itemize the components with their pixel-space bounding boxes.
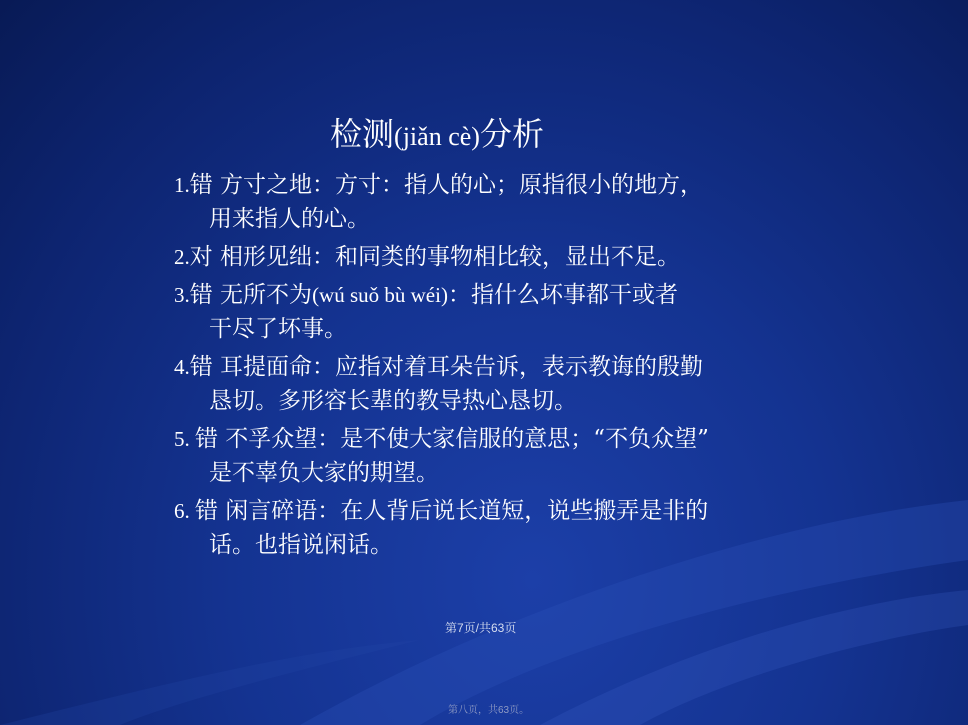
answer-item-3 [174, 278, 834, 346]
item-pinyin: (wú suǒ bù wéi) [312, 283, 448, 307]
answer-list [174, 168, 834, 562]
answer-item-2 [174, 240, 834, 274]
item-number: 4. [174, 355, 190, 379]
item-number: 2. [174, 245, 190, 269]
item-number: 5. [174, 427, 195, 451]
answer-line-continued: 干尽了坏事。 [209, 316, 347, 342]
footer-note: 第八页，共63页。 [448, 705, 530, 716]
title-suffix: 分析 [479, 115, 544, 153]
item-text: 对 相形见绌：和同类的事物相比较，显出不足。 [189, 244, 681, 270]
title-pinyin: (jiǎn cè) [394, 122, 480, 151]
item-text: 错 耳提面命：应指对着耳朵告诉，表示教诲的殷勤 [189, 354, 704, 380]
item-number: 1. [174, 173, 190, 197]
answer-line [174, 278, 834, 312]
answer-item-4 [174, 350, 834, 418]
answer-line-continued: 话。也指说闲话。 [209, 532, 393, 558]
page-indicator: 第7页/共63页 [445, 621, 517, 635]
item-text: 错 不孚众望：是不使大家信服的意思；“不负众望” [195, 426, 709, 452]
item-text: 错 无所不为 [189, 282, 313, 308]
answer-item-6 [174, 494, 834, 562]
item-number: 3. [174, 283, 190, 307]
title-prefix: 检测 [330, 115, 395, 153]
item-text: 错 闲言碎语：在人背后说长道短，说些搬弄是非的 [195, 498, 709, 524]
answer-line-continued: 用来指人的心。 [209, 206, 370, 232]
answer-line [174, 350, 834, 384]
answer-line [174, 422, 834, 456]
item-text-after: ：指什么坏事都干或者 [447, 282, 678, 308]
answer-line [174, 168, 834, 202]
answer-line [174, 240, 834, 274]
item-number: 6. [174, 499, 195, 523]
answer-line-continued: 是不辜负大家的期望。 [209, 460, 439, 486]
answer-line [174, 494, 834, 528]
answer-item-1 [174, 168, 834, 236]
item-text: 错 方寸之地：方寸：指人的心；原指很小的地方， [189, 172, 704, 198]
answer-line-continued: 恳切。多形容长辈的教导热心恳切。 [209, 388, 577, 414]
answer-item-5 [174, 422, 834, 490]
slide-title [0, 112, 968, 159]
